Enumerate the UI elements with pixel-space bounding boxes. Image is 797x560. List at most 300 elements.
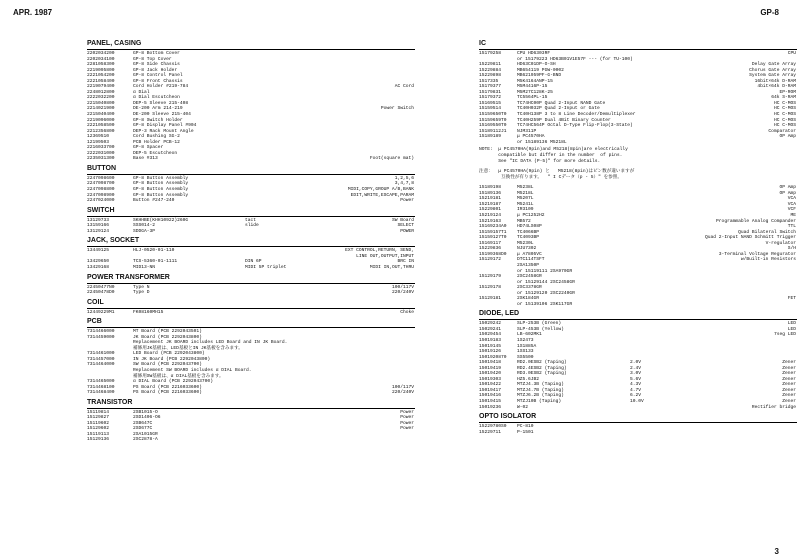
- cell-1: 2222031000: [87, 150, 115, 156]
- parts-row: [87, 310, 415, 316]
- cell-1: 15219187: [479, 201, 502, 207]
- cell-1: 15179258: [479, 51, 502, 56]
- cell-2: 2SB1015-O: [133, 409, 158, 415]
- cell-2: 1S1885A: [517, 343, 537, 349]
- cell-1: 15229884: [479, 67, 502, 73]
- cell-2: TC40H138P 3 to 8 Line Decoder/Demultiplexer: [517, 112, 636, 118]
- cell-3: OP Amp: [779, 190, 796, 196]
- cell-1: 2219095800: [87, 67, 115, 73]
- cell-1: 15169117: [479, 240, 502, 246]
- cell-2: GP-8 Spacer: [133, 145, 164, 151]
- cell-3: [245, 310, 310, 316]
- cell-2: 2SA1350P: [517, 262, 540, 268]
- ic-row: [479, 140, 797, 146]
- cell-4: LED: [787, 321, 796, 327]
- cell-1: 15219181: [479, 196, 502, 202]
- cell-4: 220/240V: [391, 290, 414, 296]
- cell-2: TC4093BP: [517, 235, 540, 241]
- page-number: 3: [774, 547, 779, 556]
- cell-1: 12199503: [87, 139, 110, 145]
- section-left-5: [87, 299, 415, 316]
- cell-3: HC C-MOS: [773, 117, 796, 123]
- cell-3: MIDI 5P triplet: [245, 264, 287, 270]
- cell-3: [245, 229, 310, 235]
- cell-1: 15019416: [479, 393, 502, 399]
- cell-3: Chorus Gate Array: [749, 67, 796, 73]
- cell-1: 2247098900: [87, 192, 115, 198]
- cell-3: [245, 156, 310, 162]
- cell-1: 2221054200: [87, 73, 115, 79]
- cell-2: HD63C01DP-O-SH: [517, 62, 556, 68]
- right-column: [479, 40, 797, 438]
- cell-1: 2247098700: [87, 181, 115, 187]
- section-diode: [479, 310, 797, 410]
- section-left-6: [87, 318, 415, 396]
- cell-4: EXT CONTROL,RETURN, SEND,: [345, 248, 414, 254]
- cell-1: 15019236: [479, 404, 502, 410]
- cell-3: S/H: [787, 246, 796, 252]
- section-title: COIL: [87, 298, 104, 306]
- cell-1: 15179831: [479, 89, 502, 95]
- cell-2: LB-602MK1: [517, 332, 542, 338]
- cell-1: 15189112J1: [479, 128, 507, 134]
- cell-1: 22450477N0: [87, 284, 115, 290]
- cell-1: 2202034100: [87, 56, 115, 62]
- parts-row: [87, 390, 415, 396]
- cell-1: 15229780S0: [479, 424, 507, 430]
- cell-1: 7314468400: [87, 390, 115, 396]
- cell-1: 15219124: [479, 213, 502, 219]
- cell-1: 15019303: [479, 376, 502, 382]
- cell-3: VCA: [787, 196, 796, 202]
- cell-1: 7314459000: [87, 334, 115, 340]
- cell-2: 補修用JK基板は、LED基板とIN JK基板を含みます。: [133, 345, 243, 351]
- cell-1: 15029241: [479, 326, 502, 332]
- cell-2: Button #247-240: [133, 198, 175, 204]
- cell-1: 15159127T0: [479, 235, 507, 241]
- cell-3: Quad 2-Input NAND Schmitt Trigger: [705, 235, 796, 241]
- cell-1: 2216033700: [87, 145, 115, 151]
- cell-2: SW Board (PCB 2292043700): [133, 362, 202, 368]
- cell-3: Quad Bilateral Switch: [738, 229, 796, 235]
- cell-1: [479, 302, 517, 308]
- cell-2: TCS-5360-01-1111: [133, 259, 178, 265]
- section-rule: [87, 308, 415, 309]
- header-model: GP-8: [760, 8, 779, 17]
- cell-3: 3-Terminal Voltage Regurator: [718, 251, 796, 257]
- cell-2: or 15179223 HD63B01V1E57F --- (for TU-100): [517, 56, 633, 62]
- cell-1: 1517335: [479, 78, 499, 84]
- cell-2: α Dial: [133, 89, 150, 95]
- cell-1: 15169515: [479, 100, 502, 106]
- section-left-4: [87, 274, 415, 296]
- cell-1: 13129733: [87, 217, 110, 223]
- cell-1: 2212356800: [87, 128, 115, 134]
- cell-1: 15019420: [479, 371, 502, 377]
- cell-2: GP-8 Button Assembly: [133, 181, 189, 187]
- section-rule: [87, 216, 415, 217]
- cell-1: 2221058500: [87, 123, 115, 129]
- cell-3: VCF: [787, 207, 796, 213]
- cell-2: Cord Holder #219-784: [133, 84, 189, 90]
- cell-3: 6.2V: [630, 393, 642, 399]
- cell-1: 15029454: [479, 332, 502, 338]
- cell-1: 15199368D0: [479, 251, 507, 257]
- cell-1: 12449229M1: [87, 309, 115, 315]
- section-rule: [479, 49, 797, 50]
- cell-2: MTZJ10B (Taping): [517, 398, 562, 404]
- cell-1: 2247024000: [87, 198, 115, 204]
- cell-2: DE-200 Sleeve 215-404: [133, 112, 191, 118]
- cell-3: HC C-MOS: [773, 100, 796, 106]
- cell-4: Choke: [400, 309, 414, 315]
- cell-4: Power: [400, 198, 414, 204]
- cell-2: M5218L: [517, 190, 534, 196]
- cell-4: Foot(square mat): [369, 156, 414, 162]
- cell-3: [683, 140, 796, 146]
- cell-1: 7314461000: [87, 351, 115, 357]
- cell-4: EDIT,WRITE,ESCAPE,PARAM: [350, 192, 414, 198]
- cell-3: 5.6V: [630, 376, 642, 382]
- cell-2: MB621959PF-G-BND: [517, 73, 562, 79]
- cell-2: Type N: [133, 284, 150, 290]
- cell-1: 15169234A0: [479, 224, 507, 230]
- cell-2: 2SB647C: [133, 420, 153, 426]
- cell-2: α DIAL Board (PCB 2292043700): [133, 379, 213, 385]
- section-title: PCB: [87, 318, 102, 326]
- parts-row: [87, 290, 415, 296]
- cell-2: Replacement JK BOARD includes LED Board and IN JK Board.: [133, 340, 288, 346]
- cell-1: 2281058300: [87, 62, 115, 68]
- cell-2: 2SD1406-O6: [133, 415, 161, 421]
- cell-2: Cord Bushing SG-2: [133, 134, 180, 140]
- section-title: DIODE, LED: [479, 310, 520, 318]
- cell-2: NJU7302: [517, 246, 537, 252]
- cell-4: LINE OUT,OUTPUT,INPUT: [356, 253, 414, 259]
- cell-1: 15159650T0: [479, 112, 507, 118]
- cell-2: PC-810: [517, 424, 534, 430]
- cell-1: 13429168: [87, 264, 110, 270]
- cell-2: Replacement SW BOARD includes α DIAL Board.: [133, 367, 252, 373]
- cell-2: NJM311P: [517, 128, 537, 134]
- cell-1: 15119113: [87, 431, 110, 437]
- cell-2: SDDGA-3P: [133, 228, 156, 234]
- cell-4: [310, 437, 414, 443]
- cell-1: 15179372: [479, 95, 502, 101]
- cell-3: FET: [787, 296, 796, 302]
- cell-4: MIDI IN,OUT,THRU: [369, 264, 414, 270]
- cell-2: PS Board (PCB 2216033600): [133, 390, 202, 396]
- cell-4: Power Switch: [380, 106, 414, 112]
- cell-4: POWER: [400, 228, 414, 234]
- cell-2: MTZJ6.2B (Taping): [517, 393, 564, 399]
- cell-2: 2SC2458GR: [517, 274, 542, 280]
- cell-1: 2235031300: [87, 156, 115, 162]
- cell-1: 2202034200: [87, 51, 115, 56]
- cell-3: ME: [790, 213, 796, 219]
- cell-2: GP-8 Bottom Cover: [133, 51, 180, 56]
- cell-2: IN JK Board (PCB 2292043800): [133, 356, 211, 362]
- section-title: JACK, SOCKET: [87, 237, 140, 245]
- cell-2: or 15129120 2SC2240GR: [517, 290, 575, 296]
- cell-1: 15019419: [479, 365, 502, 371]
- cell-1: 12369510: [87, 134, 110, 140]
- cell-1: 7314464000: [87, 362, 115, 368]
- cell-1: 7314466000: [87, 329, 115, 335]
- cell-1: 7314465000: [87, 379, 115, 385]
- cell-3: [245, 290, 310, 296]
- cell-4: 3,4,7,8: [394, 181, 414, 187]
- cell-3: CPU: [787, 51, 796, 56]
- cell-4: Power: [400, 415, 414, 421]
- section-left-1: [87, 165, 415, 204]
- cell-3: HC C-MOS: [773, 123, 796, 129]
- cell-1: 2214021900: [87, 106, 115, 112]
- cell-2: TC40H032P Quad 2-Input or Gate: [517, 106, 600, 112]
- section-title: OPTO ISOLATOR: [479, 413, 537, 421]
- cell-2: RD3.0ESB2 (Taping): [517, 371, 567, 377]
- cell-2: HD74LS08P: [517, 224, 542, 230]
- cell-3: 16bit×64k D-RAM: [754, 78, 796, 84]
- cell-4: 100/117V: [391, 384, 414, 390]
- section-rule: [87, 283, 415, 284]
- section-left-2: [87, 207, 415, 235]
- cell-4: Power: [400, 420, 414, 426]
- cell-3: 3.0V: [630, 371, 642, 377]
- cell-1: 2247098800: [87, 187, 115, 193]
- cell-1: 15129179: [479, 274, 502, 280]
- cell-2: GP-8 Jack Holder: [133, 67, 178, 73]
- cell-1: 15169550T0: [479, 123, 507, 129]
- cell-2: SS5500: [517, 354, 534, 360]
- cell-3: [245, 198, 310, 204]
- cell-4: AC Cord: [394, 84, 414, 90]
- cell-4: Power: [400, 409, 414, 415]
- cell-1: 2219096000: [87, 117, 115, 123]
- left-column: [87, 40, 415, 446]
- cell-4: 100/117V: [391, 284, 414, 290]
- cell-2: GP-8 Control Panel: [133, 73, 183, 79]
- parts-row: [87, 437, 415, 443]
- cell-1: 15019183: [479, 337, 502, 343]
- parts-row: [87, 198, 415, 204]
- cell-4: 220/240V: [391, 390, 414, 396]
- cell-2: MB654119 PGW-0002: [517, 67, 564, 73]
- cell-2: RD2.4ESB2 (Taping): [517, 365, 567, 371]
- cell-3: 10.0V: [630, 398, 644, 404]
- cell-3: System Gate Array: [749, 73, 796, 79]
- cell-2: MT Board (PCB 2292043501): [133, 329, 202, 335]
- cell-2: Base #313: [133, 156, 158, 162]
- cell-2: PCB Holder PCB-12: [133, 139, 180, 145]
- cell-2: 2SA1015GR: [133, 431, 158, 437]
- cell-2: 2SD677C: [133, 426, 153, 432]
- cell-2: DEP-5 Escutcheon: [133, 150, 178, 156]
- cell-4: Zener: [782, 376, 796, 382]
- cell-2: M5207L: [517, 196, 534, 202]
- opto-row: [479, 430, 797, 436]
- cell-4: BRC IN: [397, 259, 414, 265]
- cell-1: 15129136: [87, 437, 110, 443]
- cell-1: 13159166: [87, 223, 110, 229]
- cell-4: 1,2,5,6: [394, 175, 414, 181]
- cell-2: TC74HC00P Quad 2-Input NAND Gate: [517, 100, 606, 106]
- cell-2: JK Board (PCB 2292043800): [133, 334, 202, 340]
- cell-1: 15019145: [479, 343, 502, 349]
- section-left-0: [87, 40, 415, 162]
- section-left-7: [87, 399, 415, 443]
- cell-1: 15229898: [479, 73, 502, 79]
- section-title: TRANSISTOR: [87, 398, 133, 406]
- cell-3: HC C-MOS: [773, 106, 796, 112]
- section-opto: [479, 413, 797, 435]
- cell-1: 22450478D0: [87, 290, 115, 296]
- cell-1: 13129124: [87, 228, 110, 234]
- cell-3: slide: [245, 223, 259, 229]
- cell-4: Zener: [782, 365, 796, 371]
- cell-2: M5K4164ANP-15: [517, 78, 553, 84]
- cell-2: 2SC3378GR: [517, 285, 542, 291]
- cell-1: 1501920870: [479, 354, 507, 360]
- section-title: PANEL, CASING: [87, 40, 142, 47]
- cell-3: [245, 437, 310, 443]
- cell-3: [245, 390, 310, 396]
- section-rule: [479, 422, 797, 423]
- cell-2: DTC114TSFT: [517, 257, 545, 263]
- cell-2: GP-8 Button Assembly: [133, 192, 189, 198]
- cell-1: 2215040400: [87, 112, 115, 118]
- cell-2: Type D: [133, 290, 150, 296]
- section-rule: [87, 408, 415, 409]
- cell-1: 15019415: [479, 398, 502, 404]
- cell-2: DEP-3 Rack Mount Angle: [133, 128, 194, 134]
- cell-1: 2219079400: [87, 84, 115, 90]
- cell-2: GP-8 Front Chassis: [133, 78, 183, 84]
- cell-3: [683, 302, 796, 308]
- cell-2: 1SS133: [517, 349, 534, 355]
- cell-1: 15229811: [479, 62, 502, 68]
- header-date: APR. 1987: [13, 8, 53, 17]
- cell-4: Zener: [782, 387, 796, 393]
- cell-2: TC4066BP: [517, 229, 540, 235]
- cell-2: GP-8 Top Cover: [133, 56, 172, 62]
- ic-note: 注意： μ PC4570HA(9pin) と M5218(8pin)はピン数が違いますが 互換性が有ります。 " I Cデータ（p - 5）" を参照。: [479, 169, 635, 181]
- cell-2: MB572: [517, 218, 531, 224]
- cell-2: MTZJ4.7B (Taping): [517, 387, 564, 393]
- cell-2: TC40H259P Dual 4Bit Binary Counter: [517, 117, 611, 123]
- cell-2: SLP-253B (Green): [517, 321, 562, 327]
- cell-3: 2.4V: [630, 365, 642, 371]
- cell-1: 13449125: [87, 248, 110, 254]
- cell-1: 15129827: [87, 415, 110, 421]
- cell-2: SKHHBE(KHH10922)260G: [133, 217, 189, 223]
- cell-2: P-1501: [517, 429, 534, 435]
- cell-3: EP-ROM: [779, 89, 796, 95]
- cell-2: 2SC2878-A: [133, 437, 158, 443]
- cell-2: 補修用SW基板は、α DIAL基板を含みます。: [133, 373, 224, 379]
- cell-2: RD2.0ESB2 (Taping): [517, 360, 567, 366]
- cell-2: M5241L: [517, 201, 534, 207]
- cell-1: 15189198: [479, 185, 502, 191]
- cell-2: FK08160MH15: [133, 309, 164, 315]
- cell-1: 15179377: [479, 84, 502, 90]
- cell-4: 7seg LED: [773, 332, 796, 338]
- cell-2: W-02: [517, 404, 529, 410]
- section-rule: [87, 327, 415, 328]
- cell-4: SW Board: [391, 217, 414, 223]
- cell-4: Power: [400, 426, 414, 432]
- cell-3: V-regulator: [765, 240, 796, 246]
- cell-2: or 15119111 2SA970GR: [517, 268, 573, 274]
- cell-2: GP-8 Button Assembly: [133, 187, 189, 193]
- cell-4: LED: [787, 326, 796, 332]
- section-left-3: [87, 237, 415, 270]
- cell-3: VCA: [787, 201, 796, 207]
- cell-3: HC C-MOS: [773, 112, 796, 118]
- cell-2: or 15189136 M5218L: [517, 139, 567, 145]
- ic-row: [479, 302, 797, 308]
- cell-1: 15129602: [87, 426, 110, 432]
- cell-2: SLP-453B (Yellow): [517, 326, 564, 332]
- cell-1: 2215040800: [87, 100, 115, 106]
- cell-2: TC74HC564P Octal D-Type Flip-Flop(3-State): [517, 123, 633, 129]
- cell-3: [630, 405, 714, 411]
- cell-2: μ A7805VC: [517, 251, 542, 257]
- cell-2: GP-8 Button Assembly: [133, 175, 189, 181]
- cell-3: Comparator: [768, 128, 796, 134]
- cell-1: 15219163: [479, 218, 502, 224]
- cell-1: 13429650: [87, 259, 110, 265]
- cell-1: 15019417: [479, 387, 502, 393]
- section-ic: [479, 40, 797, 307]
- cell-1: 15129181: [479, 296, 502, 302]
- cell-1: 15119814: [87, 409, 110, 415]
- cell-1: 15189136: [479, 190, 502, 196]
- ic-note: NOTE: μ PC4570HA(9pin)and M5218(8pin)are electrically compatible but differ in the number of pins. See "IC DATA (P-5)" for more details.: [479, 147, 628, 165]
- cell-2: μ PC1252H2: [517, 213, 545, 219]
- cell-2: MID13-NN: [133, 264, 156, 270]
- cell-3: Programmable Analog Compander: [716, 218, 796, 224]
- cell-1: 15029242: [479, 321, 502, 327]
- section-rule: [87, 49, 415, 50]
- cell-3: OP Amp: [779, 185, 796, 191]
- cell-3: 64k S-RAM: [771, 95, 796, 101]
- cell-2: α Dial Escutcheon: [133, 95, 180, 101]
- cell-1: 15229836: [479, 246, 502, 252]
- cell-1: 15229801: [479, 207, 502, 213]
- cell-2: MTZJ4.3B (Taping): [517, 382, 564, 388]
- cell-1: 15119602: [87, 420, 110, 426]
- cell-1: 2222032200: [87, 95, 115, 101]
- section-title: BUTTON: [87, 164, 117, 172]
- cell-4: Zener: [782, 393, 796, 399]
- cell-1: 15159514: [479, 106, 502, 112]
- cell-4: Zener: [782, 360, 796, 366]
- cell-2: HZ5.6JB2: [517, 376, 540, 382]
- cell-1: 15019422: [479, 382, 502, 388]
- cell-1: 15159157T1: [479, 229, 507, 235]
- cell-2: TC5564PL-15: [517, 95, 548, 101]
- cell-1: 15019126: [479, 349, 502, 355]
- cell-3: TTL: [787, 224, 796, 230]
- cell-3: DIN 6P: [245, 259, 262, 265]
- cell-4: Zener: [782, 371, 796, 377]
- cell-4: MIDI,COPY,GROUP A/B,BANK: [347, 187, 414, 193]
- cell-1: [479, 140, 517, 146]
- cell-2: DE-200 Arm 214-219: [133, 106, 183, 112]
- cell-2: LED Board (PCB 2292043800): [133, 351, 205, 357]
- cell-2: μ PC4570HA: [517, 134, 545, 140]
